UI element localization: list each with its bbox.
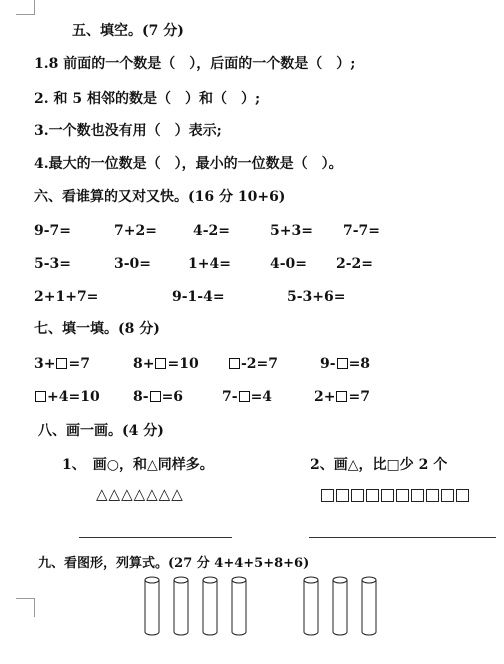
- fill-item: 8+ =10: [133, 356, 199, 372]
- fill-item: 8- =6: [133, 389, 184, 405]
- calc-item: 5-3=: [34, 256, 72, 272]
- square-shape: [411, 489, 424, 502]
- fill-item: -2=7: [228, 355, 278, 373]
- calc-item: 7-7=: [343, 223, 381, 239]
- calc-item: 4-0=: [270, 256, 308, 272]
- answer-box[interactable]: [239, 391, 250, 402]
- cylinder-shape: [333, 577, 347, 635]
- answer-box[interactable]: [336, 391, 347, 402]
- square-shape: [381, 489, 394, 502]
- square-shape: [366, 489, 379, 502]
- square-shape: [321, 489, 334, 502]
- square-shape: [396, 489, 409, 502]
- answer-line-1[interactable]: [79, 537, 232, 538]
- section-6-title: 六、看谁算的又对又快。(16 分 10+6): [34, 189, 286, 205]
- calc-item: 2+1+7=: [34, 289, 99, 305]
- cylinder-figure: [0, 570, 504, 664]
- triangle-row: △△△△△△△: [96, 485, 184, 503]
- answer-box[interactable]: [229, 358, 240, 369]
- calc-item: 2-2=: [336, 256, 374, 272]
- cylinder-shape: [203, 577, 217, 635]
- cylinder-shape: [362, 577, 376, 635]
- calc-item: 5+3=: [270, 223, 313, 239]
- calc-item: 3-0=: [114, 256, 152, 272]
- question-5-1: 1.8 前面的一个数是（ ），后面的一个数是（ ）;: [34, 56, 356, 72]
- calc-item: 5-3+6=: [287, 289, 346, 305]
- section-8-title: 八、画一画。(4 分): [38, 423, 164, 439]
- question-5-2: 2. 和 5 相邻的数是（ ）和（ ）;: [34, 91, 261, 107]
- question-8-2: 2、画△，比□少 2 个: [310, 457, 448, 473]
- square-shape: [426, 489, 439, 502]
- square-shape: [336, 489, 349, 502]
- calc-item: 4-2=: [193, 223, 231, 239]
- question-5-3: 3.一个数也没有用（ ）表示;: [34, 123, 222, 139]
- answer-box[interactable]: [56, 358, 67, 369]
- fill-item: 9- =8: [320, 356, 371, 372]
- calc-item: 9-7=: [34, 223, 72, 239]
- calc-item: 1+4=: [188, 256, 231, 272]
- fill-item: 7- =4: [222, 389, 273, 405]
- calc-item: 9-1-4=: [172, 289, 225, 305]
- fill-item: 2+ =7: [314, 389, 370, 405]
- question-8-1: 1、 画○，和△同样多。: [62, 457, 214, 473]
- cylinder-shape: [304, 577, 318, 635]
- square-shape: [351, 489, 364, 502]
- section-7-title: 七、填一填。(8 分): [34, 321, 160, 337]
- answer-line-2[interactable]: [309, 537, 496, 538]
- fill-item: +4=10: [34, 388, 100, 406]
- answer-box[interactable]: [337, 358, 348, 369]
- fill-item: 3+ =7: [34, 356, 90, 372]
- top-corner-mark: [16, 0, 35, 15]
- cylinder-shape: [145, 577, 159, 635]
- square-row: [321, 488, 471, 506]
- answer-box[interactable]: [35, 391, 46, 402]
- answer-box[interactable]: [150, 391, 161, 402]
- square-shape: [456, 489, 469, 502]
- section-5-title: 五、填空。(7 分): [72, 23, 184, 39]
- calc-item: 7+2=: [114, 223, 157, 239]
- cylinder-shape: [174, 577, 188, 635]
- question-5-4: 4.最大的一位数是（ ），最小的一位数是（ ）。: [34, 156, 343, 172]
- answer-box[interactable]: [155, 358, 166, 369]
- section-9-title: 九、看图形，列算式。(27 分 4+4+5+8+6): [38, 556, 310, 571]
- square-shape: [441, 489, 454, 502]
- cylinder-shape: [232, 577, 246, 635]
